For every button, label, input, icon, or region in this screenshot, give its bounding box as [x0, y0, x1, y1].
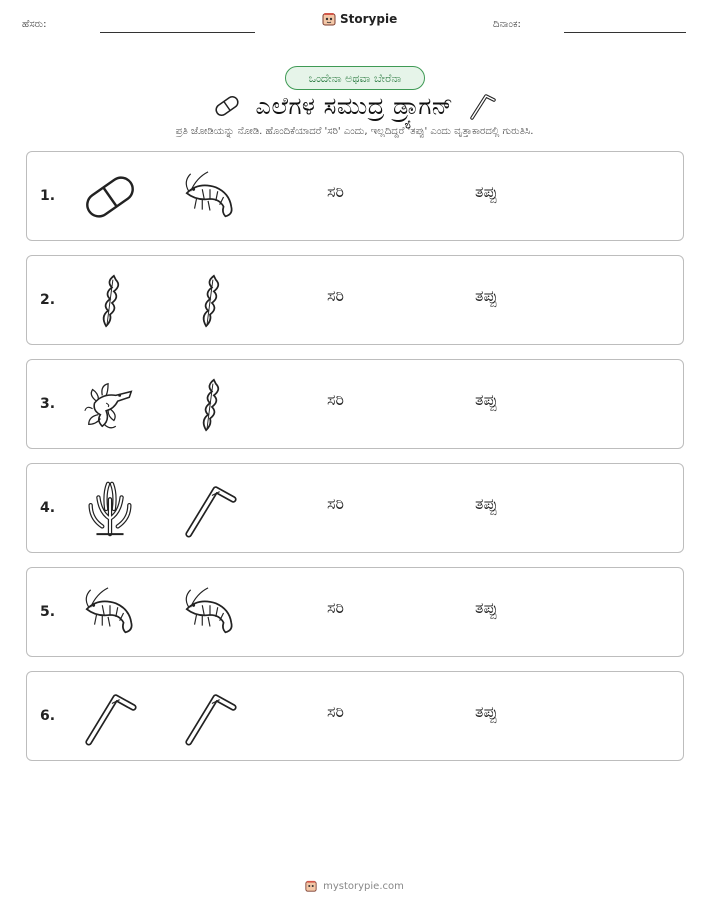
capsule-icon	[212, 91, 242, 121]
question-number: 3.	[40, 396, 56, 412]
brand-name: Storypie	[340, 12, 398, 26]
storypie-logo-icon	[305, 880, 317, 892]
page-title: ಎಲೆಗಳ ಸಮುದ್ರ ಡ್ರ್ಯಾಗನ್	[255, 92, 454, 120]
question-row	[26, 359, 684, 449]
question-number: 1.	[40, 188, 56, 204]
storypie-logo-icon	[322, 12, 336, 26]
shrimp-icon	[181, 584, 239, 642]
footer-site: mystorypie.com	[323, 880, 404, 892]
leafy-sea-dragon-icon	[81, 376, 139, 434]
date-field-line[interactable]	[564, 32, 686, 33]
straw-icon	[81, 688, 139, 746]
coral-icon	[81, 480, 139, 538]
name-field-line[interactable]	[100, 32, 255, 33]
name-label: ಹೆಸರು:	[22, 19, 47, 30]
question-row	[26, 463, 684, 553]
true-option[interactable]: ಸರಿ	[327, 494, 344, 513]
question-number: 6.	[40, 708, 56, 724]
capsule-icon	[81, 168, 139, 226]
false-option[interactable]: ತಪ್ಪು	[475, 598, 498, 617]
date-label: ದಿನಾಂಕ:	[493, 19, 521, 30]
kelp-icon	[81, 272, 139, 330]
true-option[interactable]: ಸರಿ	[327, 598, 344, 617]
footer	[0, 880, 709, 892]
true-option[interactable]: ಸರಿ	[327, 286, 344, 305]
title-row	[0, 88, 709, 124]
question-number: 4.	[40, 500, 56, 516]
true-option[interactable]: ಸರಿ	[327, 702, 344, 721]
straw-icon	[181, 480, 239, 538]
false-option[interactable]: ತಪ್ಪು	[475, 286, 498, 305]
straw-icon	[467, 91, 497, 121]
question-row	[26, 671, 684, 761]
worksheet-type-badge: ಒಂದೇನಾ ಅಥವಾ ಬೇರೆನಾ	[285, 66, 425, 90]
straw-icon	[181, 688, 239, 746]
false-option[interactable]: ತಪ್ಪು	[475, 494, 498, 513]
false-option[interactable]: ತಪ್ಪು	[475, 702, 498, 721]
question-row	[26, 255, 684, 345]
brand	[322, 12, 397, 26]
shrimp-icon	[81, 584, 139, 642]
question-row	[26, 151, 684, 241]
kelp-icon	[181, 376, 239, 434]
question-number: 5.	[40, 604, 56, 620]
true-option[interactable]: ಸರಿ	[327, 390, 344, 409]
shrimp-icon	[181, 168, 239, 226]
true-option[interactable]: ಸರಿ	[327, 182, 344, 201]
question-number: 2.	[40, 292, 56, 308]
kelp-icon	[181, 272, 239, 330]
false-option[interactable]: ತಪ್ಪು	[475, 390, 498, 409]
false-option[interactable]: ತಪ್ಪು	[475, 182, 498, 201]
question-row	[26, 567, 684, 657]
instructions: ಪ್ರತಿ ಜೋಡಿಯನ್ನು ನೋಡಿ. ಹೊಂದಿಕೆಯಾದರೆ 'ಸರಿ' ಎಂದು, ಇಲ್ಲದಿದ್ದರೆ 'ತಪ್ಪು' ಎಂದು ವೃತ್ತಾಕಾರದಲ್ಲಿ ಗುರುತಿಸಿ.	[175, 126, 534, 137]
